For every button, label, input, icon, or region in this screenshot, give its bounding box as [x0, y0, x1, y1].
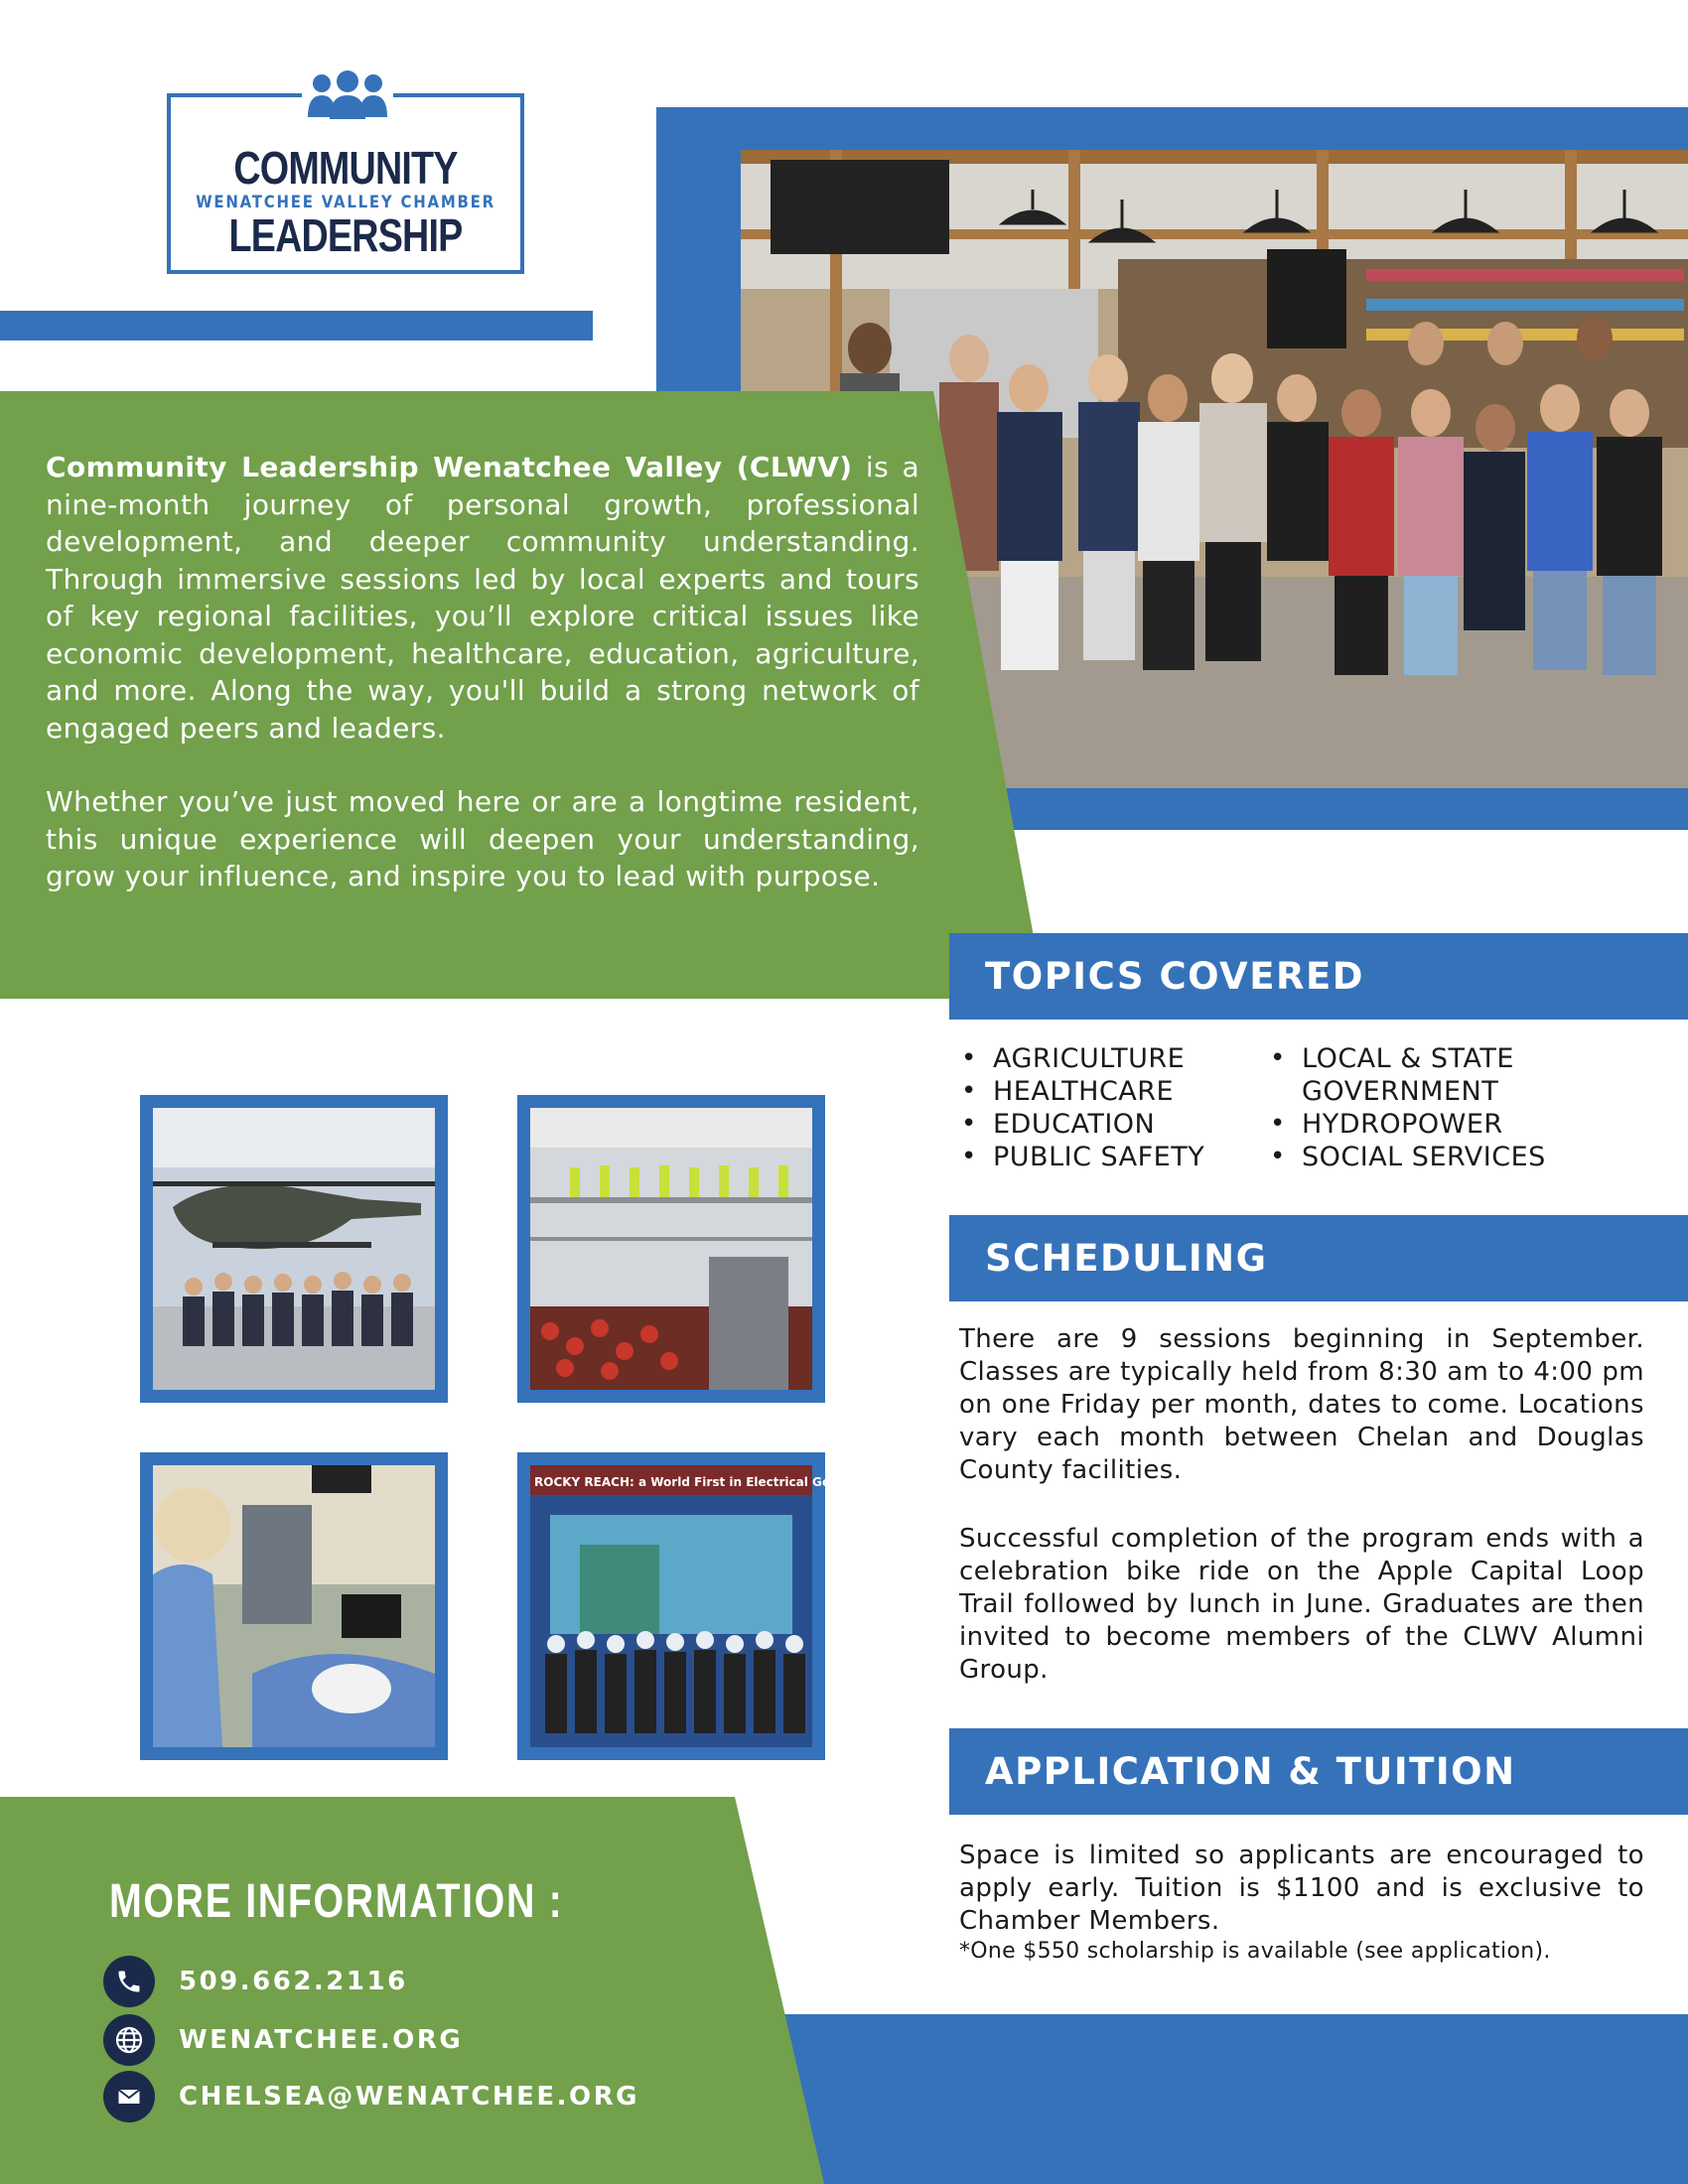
intro-paragraph-1: is a nine-month journey of personal growth, professional development, and deeper community understanding. Through immersive sessions led by local experts and tours of key regional facilities, you’ll explore critical issues like economic development, healthcare, education, agriculture, and more. Along the way, you'll build a strong network of engaged peers and leaders. — [46, 451, 920, 745]
email-link[interactable]: CHELSEA@WENATCHEE.ORG — [179, 2082, 640, 2112]
list-item: • LOCAL & STATE GOVERNMENT — [1268, 1042, 1566, 1108]
logo-community-text: COMMUNITY — [233, 142, 458, 194]
scheduling-heading: SCHEDULING — [949, 1215, 1688, 1301]
contact-website[interactable] — [103, 2014, 463, 2066]
people-icon — [302, 69, 393, 125]
list-item: • PUBLIC SAFETY — [959, 1141, 1237, 1173]
list-item: • SOCIAL SERVICES — [1268, 1141, 1566, 1173]
list-item: • EDUCATION — [959, 1108, 1237, 1141]
globe-icon — [103, 2014, 155, 2066]
contact-email[interactable] — [103, 2071, 639, 2122]
phone-number: 509.662.2116 — [179, 1967, 408, 1996]
scheduling-paragraph-2: Successful completion of the program ends with a celebration bike ride on the Apple Capital Loop Trail followed by lunch in June. Graduates are then invited to become members of the CLWV Alumni Group. — [959, 1524, 1644, 1685]
photo-hydropower-museum — [517, 1452, 888, 1760]
envelope-icon — [103, 2071, 155, 2122]
museum-banner-text: ROCKY REACH: a World First in Electrical Generation — [534, 1475, 888, 1489]
scheduling-paragraph-1: There are 9 sessions beginning in September. Classes are typically held from 8:30 am to 4:00 pm on one Friday per month, dates to come. Locations vary each month between Chelan and Douglas County facilities. — [959, 1324, 1644, 1485]
photo-hospital-training — [140, 1452, 448, 1760]
list-item: • HEALTHCARE — [959, 1075, 1237, 1108]
photo-fruit-warehouse — [517, 1095, 825, 1403]
list-item: • HYDROPOWER — [1268, 1108, 1566, 1141]
website-link[interactable]: WENATCHEE.ORG — [179, 2025, 464, 2055]
list-item: • AGRICULTURE — [959, 1042, 1237, 1075]
topics-heading: TOPICS COVERED — [949, 933, 1688, 1020]
logo-chamber-text: WENATCHEE VALLEY CHAMBER — [196, 193, 495, 212]
phone-icon — [103, 1956, 155, 2007]
intro-paragraph-2: Whether you’ve just moved here or are a longtime resident, this unique experience will deepen your understanding, grow your influence, and inspire you to lead with purpose. — [46, 785, 919, 892]
application-text: Space is limited so applicants are encouraged to apply early. Tuition is $1100 and is exclusive to Chamber Members. — [959, 1841, 1644, 1936]
application-heading: APPLICATION & TUITION — [949, 1728, 1688, 1815]
topics-list-right — [1268, 1042, 1566, 1173]
intro-description — [46, 449, 919, 895]
footer-blue-block — [781, 2014, 1688, 2184]
more-information-heading: MORE INFORMATION : — [109, 1875, 564, 1928]
decorative-blue-bar — [0, 311, 593, 341]
topics-list-left — [959, 1042, 1237, 1173]
program-name: Community Leadership Wenatchee Valley (CLWV) — [46, 451, 853, 483]
contact-phone[interactable] — [103, 1956, 408, 2007]
scholarship-note: *One $550 scholarship is available (see application). — [959, 1939, 1551, 1964]
photo-helicopter — [140, 1095, 448, 1403]
logo-leadership-text: LEADERSHIP — [228, 209, 463, 261]
